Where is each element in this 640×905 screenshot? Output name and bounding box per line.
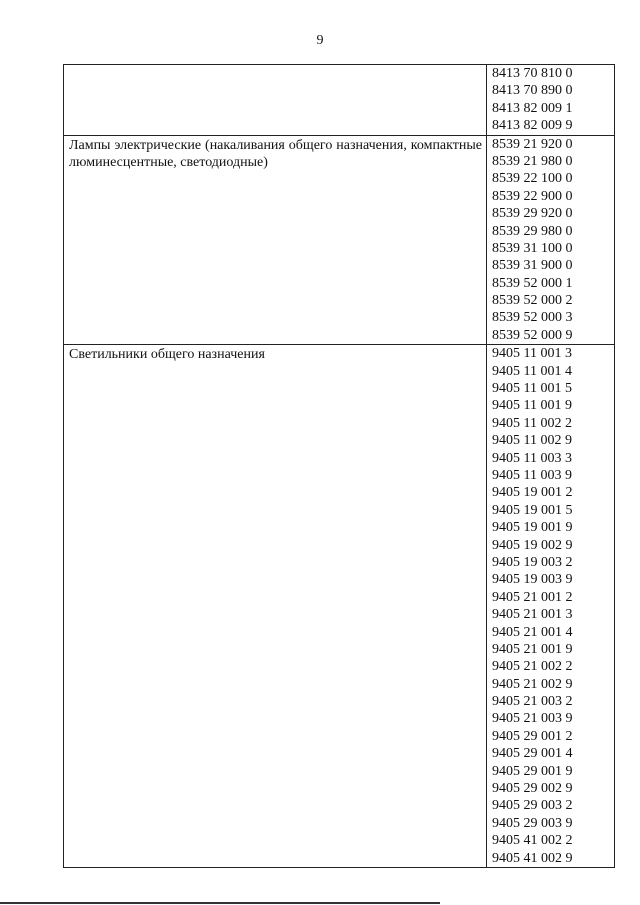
- product-code: 9405 11 001 9: [492, 398, 572, 414]
- product-code: 8539 29 920 0: [492, 206, 573, 222]
- product-code: 8413 82 009 1: [492, 100, 573, 116]
- product-code: 9405 41 002 9: [492, 850, 573, 866]
- product-code: 9405 19 003 9: [492, 572, 573, 588]
- product-code: 9405 19 001 5: [492, 502, 573, 518]
- product-code: 9405 29 001 9: [492, 763, 573, 779]
- product-code: 8413 82 009 9: [492, 118, 573, 134]
- product-code: 9405 21 002 9: [492, 676, 573, 692]
- product-codes-cell: [487, 65, 615, 136]
- product-code: 8539 52 000 3: [492, 310, 573, 326]
- product-code: 8539 21 920 0: [492, 136, 573, 152]
- product-code: 8539 21 980 0: [492, 153, 573, 169]
- product-code: 8539 29 980 0: [492, 223, 573, 239]
- product-code: 9405 11 001 4: [492, 363, 572, 379]
- product-code: 9405 21 001 2: [492, 589, 573, 605]
- product-name-cell: [64, 65, 487, 136]
- product-code: 8539 31 100 0: [492, 240, 573, 256]
- table-row: [64, 135, 615, 345]
- product-code: 8539 52 000 1: [492, 275, 573, 291]
- product-codes-cell: [487, 345, 615, 868]
- product-code: 9405 11 003 3: [492, 450, 572, 466]
- product-codes-cell: [487, 135, 615, 345]
- product-code: 9405 11 001 5: [492, 381, 572, 397]
- product-code: 9405 29 003 2: [492, 798, 573, 814]
- product-code: 9405 11 003 9: [492, 467, 572, 483]
- product-code: 9405 29 003 9: [492, 815, 573, 831]
- product-code: 9405 11 001 3: [492, 346, 572, 362]
- product-code: 9405 19 002 9: [492, 537, 573, 553]
- product-code: 9405 19 001 9: [492, 520, 573, 536]
- table-body: [64, 65, 615, 868]
- table-row: [64, 65, 615, 136]
- product-name: Лампы электрические (накаливания общего назначения, компактные люминесцентные, светодиодные): [69, 137, 482, 170]
- product-code: 9405 19 001 2: [492, 485, 573, 501]
- product-code: 9405 19 003 2: [492, 554, 573, 570]
- product-code: 9405 21 001 4: [492, 624, 573, 640]
- product-code: 8413 70 890 0: [492, 83, 573, 99]
- product-code: 9405 21 002 2: [492, 659, 573, 675]
- page-number: 9: [316, 33, 324, 48]
- product-code: 8539 52 000 2: [492, 293, 573, 309]
- product-code: 9405 29 002 9: [492, 781, 573, 797]
- product-code: 8539 22 100 0: [492, 171, 573, 187]
- product-codes-table: [63, 64, 615, 868]
- product-code: 9405 11 002 9: [492, 433, 572, 449]
- product-code: 8413 70 810 0: [492, 66, 573, 81]
- product-code: 8539 31 900 0: [492, 258, 573, 274]
- product-code: 8539 52 000 9: [492, 327, 573, 343]
- product-code: 9405 21 001 3: [492, 607, 573, 623]
- product-code: 9405 21 001 9: [492, 641, 573, 657]
- product-code: 8539 22 900 0: [492, 188, 573, 204]
- product-code: 9405 29 001 4: [492, 746, 573, 762]
- product-name-cell: [64, 135, 487, 345]
- product-code: 9405 41 002 2: [492, 833, 573, 849]
- product-code: 9405 29 001 2: [492, 728, 573, 744]
- product-code: 9405 11 002 2: [492, 415, 572, 431]
- product-name: Светильники общего назначения: [69, 347, 265, 363]
- bottom-rule: [0, 902, 440, 904]
- table-row: [64, 345, 615, 868]
- product-code: 9405 21 003 9: [492, 711, 573, 727]
- product-name-cell: [64, 345, 487, 868]
- product-code: 9405 21 003 2: [492, 694, 573, 710]
